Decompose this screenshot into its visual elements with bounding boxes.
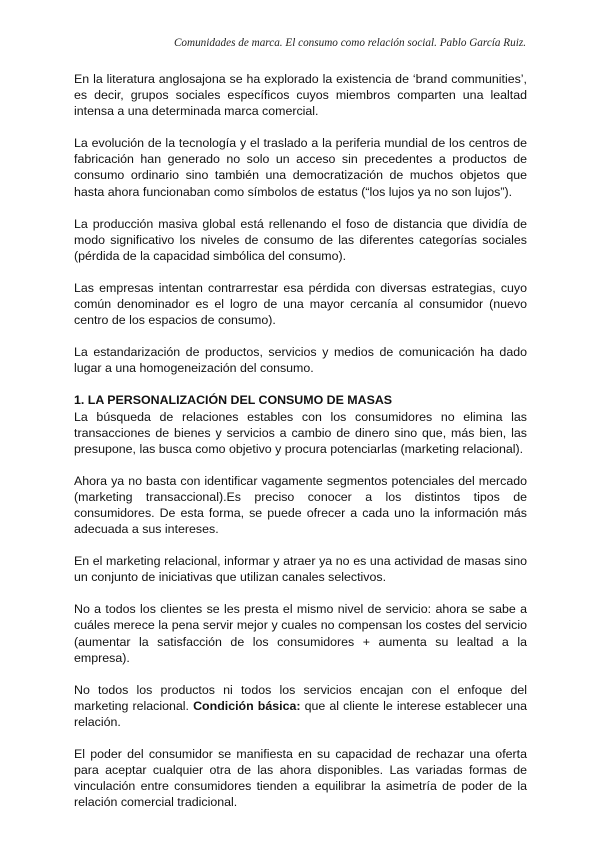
paragraph-transactional-marketing: Ahora ya no basta con identificar vagamente segmentos potenciales del mercado (marketing transaccional).Es preciso conocer a los distintos tipos de consumidores. De esta forma, se puede ofrecer a cada uno la información más adecuada a sus intereses.: [74, 473, 527, 537]
condition-bold-label: Condición básica:: [193, 698, 301, 713]
paragraph-technology-evolution: La evolución de la tecnología y el traslado a la periferia mundial de los centros de fabricación han generado no solo un acceso sin precedentes a productos de consumo ordinario sino también una democratización de muchos objetos que hasta ahora funcionaban como símbolos de estatus (“los lujos ya no son lujos”).: [74, 136, 527, 199]
section-heading: 1. LA PERSONALIZACIÓN DEL CONSUMO DE MASAS: [74, 393, 393, 408]
condition-intro-text: No todos los productos ni todos los servicios encajan con el enfoque del marketing relacional.: [74, 682, 527, 713]
paragraph-selective-channels: En el marketing relacional, informar y atraer ya no es una actividad de masas sino un conjunto de iniciativas que utilizan canales selectivos.: [74, 554, 527, 585]
paragraph-stable-relations: La búsqueda de relaciones estables con los consumidores no elimina las transacciones de bienes y servicios a cambio de dinero sino que, más bien, las presupone, las busca como objetivo y procura potenciarlas (marketing relacional).: [74, 409, 527, 456]
paragraph-company-strategies: Las empresas intentan contrarrestar esa pérdida con diversas estrategias, cuyo común denominador es el logro de una mayor cercanía al consumidor (nuevo centro de los espacios de consumo).: [74, 280, 527, 328]
paragraph-consumer-power: El poder del consumidor se manifiesta en su capacidad de rechazar una oferta para aceptar cualquier otra de las ahora disponibles. Las variadas formas de vinculación entre consumidores tienden a equilibrar la asimetría de poder de la relación comercial tradicional.: [74, 747, 527, 810]
paragraph-brand-communities: En la literatura anglosajona se ha explorado la existencia de ‘brand communities’, es decir, grupos sociales específicos cuyos miembros comparten una lealtad intensa a una determinada marca comercial.: [74, 72, 527, 119]
condition-tail-text: que al cliente le interese establecer una relación.: [74, 698, 527, 729]
paragraph-mass-production: La producción masiva global está rellenando el foso de distancia que dividía de modo significativo los niveles de consumo de las diferentes categorías sociales (pérdida de la capacidad simbólica del consumo).: [74, 216, 527, 263]
paragraph-basic-condition: [74, 682, 527, 730]
paragraph-service-levels: No a todos los clientes se les presta el mismo nivel de servicio: ahora se sabe a cuáles merece la pena servir mejor y cuales no compensan los costes del servicio (aumentar la satisfacción de los consumidores + aumenta su lealtad a la empresa).: [74, 602, 527, 665]
document-body: [74, 71, 527, 810]
running-header: Comunidades de marca. El consumo como relación social. Pablo García Ruiz.: [173, 37, 526, 49]
paragraph-standardization: La estandarización de productos, servicios y medios de comunicación ha dado lugar a una homogeneización del consumo.: [74, 345, 527, 376]
